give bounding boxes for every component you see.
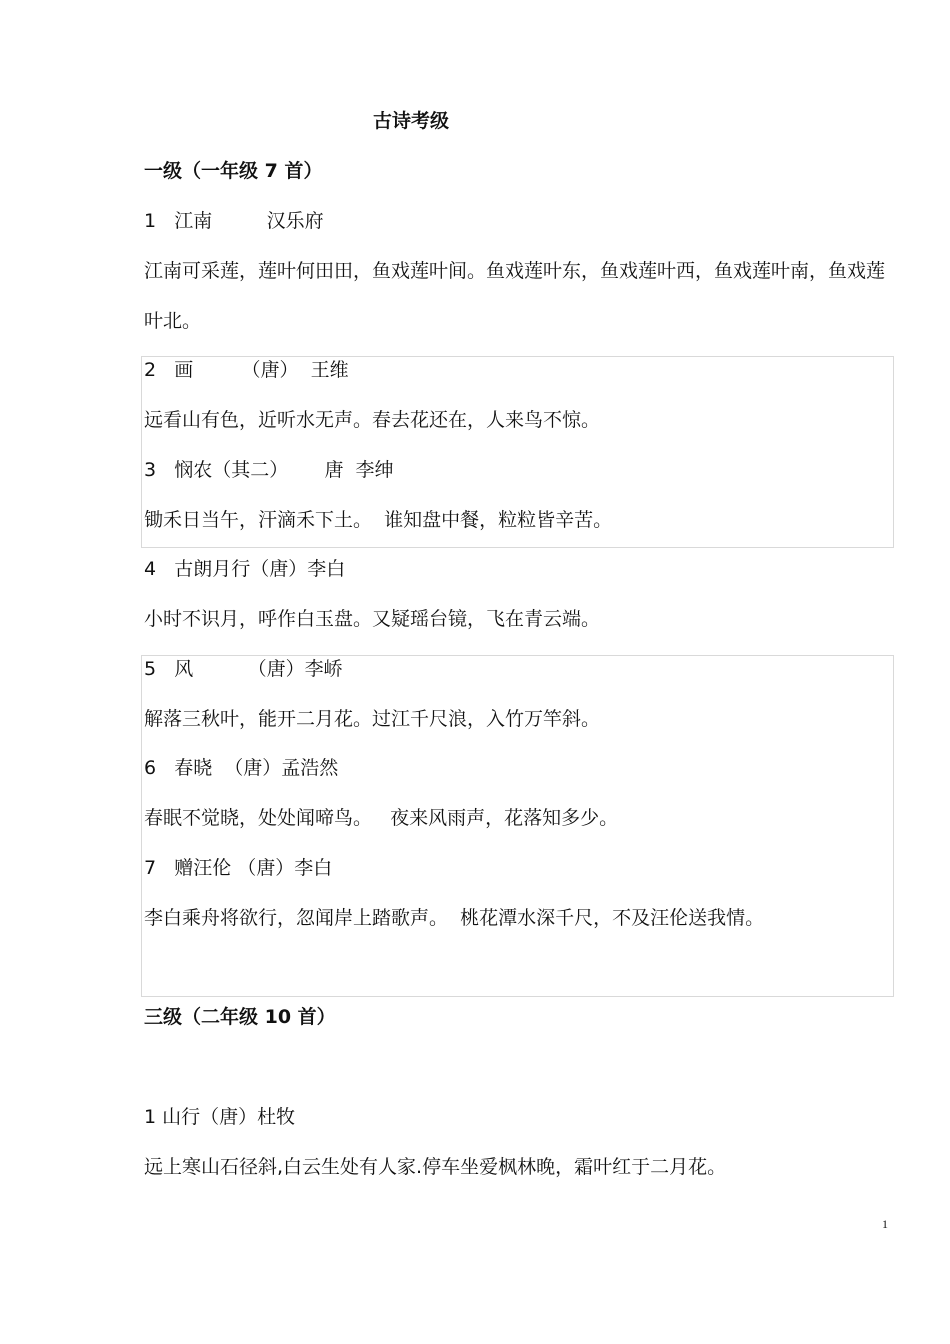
page-title: 古诗考级 (373, 110, 450, 132)
poem-header: 4 古朗月行（唐）李白 (144, 558, 346, 580)
poem-header: 5 风 （唐）李峤 (144, 658, 343, 680)
poem-header: 7 赠汪伦 （唐）李白 (144, 857, 333, 879)
poem-header: 6 春晓 （唐）孟浩然 (144, 757, 339, 779)
poem-header: 2 画 （唐） 王维 (144, 359, 349, 381)
poem-text: 小时不识月，呼作白玉盘。又疑瑶台镜，飞在青云端。 (144, 608, 601, 630)
section-heading: 一级（一年级 7 首） (144, 160, 323, 182)
poem-header: 3 悯农（其二） 唐 李绅 (144, 459, 394, 481)
poem-text: 锄禾日当午，汗滴禾下土。 谁知盘中餐，粒粒皆辛苦。 (144, 509, 613, 531)
poem-header: 1 江南 汉乐府 (144, 210, 324, 232)
poem-text: 叶北。 (144, 310, 202, 332)
poem-text: 远上寒山石径斜,白云生处有人家.停车坐爱枫林晚，霜叶红于二月花。 (144, 1156, 727, 1178)
poem-text: 春眠不觉晓，处处闻啼鸟。 夜来风雨声，花落知多少。 (144, 807, 619, 829)
poem-text: 李白乘舟将欲行，忽闻岸上踏歌声。 桃花潭水深千尺，不及汪伦送我情。 (144, 907, 765, 929)
section-heading: 三级（二年级 10 首） (144, 1006, 336, 1028)
poem-text: 解落三秋叶，能开二月花。过江千尺浪，入竹万竿斜。 (144, 708, 601, 730)
page-number: 1 (882, 1217, 888, 1231)
poem-header: 1 山行（唐）杜牧 (144, 1106, 296, 1128)
poem-text: 江南可采莲，莲叶何田田，鱼戏莲叶间。鱼戏莲叶东，鱼戏莲叶西，鱼戏莲叶南，鱼戏莲 (144, 260, 886, 282)
poem-text: 远看山有色，近听水无声。春去花还在，人来鸟不惊。 (144, 409, 601, 431)
